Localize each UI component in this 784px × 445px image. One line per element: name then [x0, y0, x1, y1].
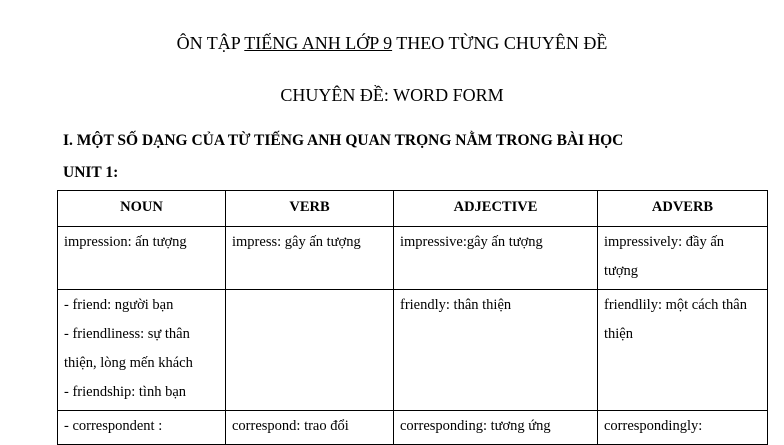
- cell-text: friendly: thân thiện: [400, 297, 512, 313]
- cell-text: - correspondent :: [64, 418, 163, 434]
- unit-heading: UNIT 1:: [63, 164, 119, 181]
- cell-text: correspondingly:: [604, 418, 703, 434]
- verb-cell: [226, 290, 394, 411]
- cell-text: impress: gây ấn tượng: [232, 234, 361, 250]
- title-underlined: TIẾNG ANH LỚP 9: [244, 33, 393, 53]
- cell-text: - friendliness: sự thân thiện, lòng mến khách: [64, 326, 193, 371]
- table-row: [58, 411, 768, 445]
- column-header-adverb: ADVERB: [598, 191, 768, 227]
- adjective-cell: [394, 411, 598, 445]
- adverb-cell: [598, 411, 768, 445]
- cell-text: correspond: trao đổi: [232, 418, 349, 434]
- cell-text: - friend: người bạn: [64, 297, 174, 313]
- title-prefix: ÔN TẬP: [176, 33, 245, 53]
- verb-cell: [226, 411, 394, 445]
- word-form-table: [57, 190, 768, 445]
- title-suffix: THEO TỪNG CHUYÊN ĐỀ: [392, 33, 608, 53]
- cell-text: friendlily: một cách thân thiện: [604, 297, 747, 342]
- cell-text: impression: ấn tượng: [64, 234, 187, 250]
- section-heading: I. MỘT SỐ DẠNG CỦA TỪ TIẾNG ANH QUAN TRỌNG NẰM TRONG BÀI HỌC: [63, 132, 624, 149]
- cell-text: impressive:gây ấn tượng: [400, 234, 543, 250]
- noun-cell: [58, 227, 226, 290]
- adverb-cell: [598, 227, 768, 290]
- adverb-cell: [598, 290, 768, 411]
- table-row: [58, 227, 768, 290]
- column-header-verb: VERB: [226, 191, 394, 227]
- noun-cell: [58, 290, 226, 411]
- verb-cell: [226, 227, 394, 290]
- document-subtitle: CHUYÊN ĐỀ: WORD FORM: [280, 85, 504, 105]
- cell-text: - friendship: tình bạn: [64, 384, 187, 400]
- adjective-cell: [394, 290, 598, 411]
- column-header-adjective: ADJECTIVE: [394, 191, 598, 227]
- document-title: [0, 30, 784, 56]
- column-header-noun: NOUN: [58, 191, 226, 227]
- noun-cell: [58, 411, 226, 445]
- table-header-row: [58, 191, 768, 227]
- cell-text: impressively: đầy ấn tượng: [604, 234, 725, 279]
- table-row: [58, 290, 768, 411]
- adjective-cell: [394, 227, 598, 290]
- cell-text: corresponding: tương ứng: [400, 418, 551, 434]
